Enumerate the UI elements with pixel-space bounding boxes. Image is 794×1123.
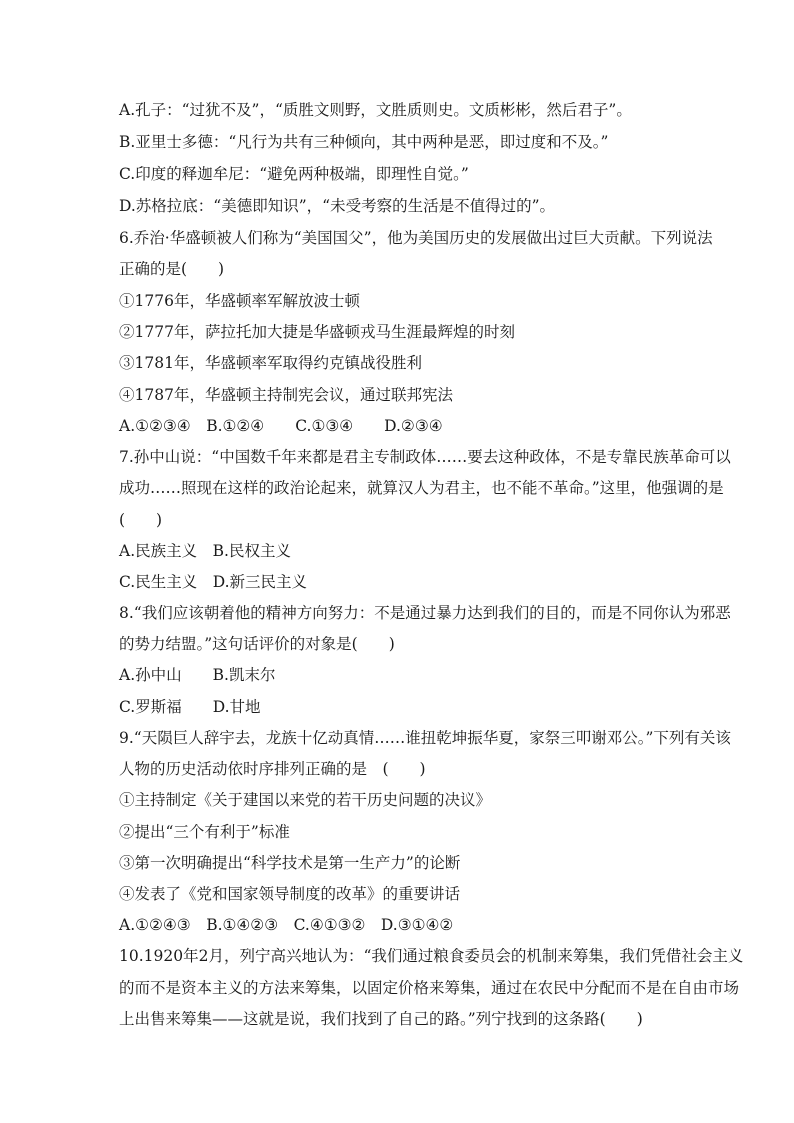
q8-options-line2: C.罗斯福 D.甘地 [119,698,261,716]
q7-options-line1: A.民族主义 B.民权主义 [119,542,291,560]
q7-stem-line1: 7.孙中山说：“中国数千年来都是君主专制政体……要去这种政体，不是专靠民族革命可以 [119,448,731,466]
q8-options-line1: A.孙中山 B.凯末尔 [119,666,276,684]
q9-item-4: ④发表了《党和国家领导制度的改革》的重要讲话 [119,885,461,903]
q9-item-2: ②提出“三个有利于”标准 [119,823,290,841]
q9-item-1: ①主持制定《关于建国以来党的若干历史问题的决议》 [119,791,492,809]
q6-item-2: ②1777年，萨拉托加大捷是华盛顿戎马生涯最辉煌的时刻 [119,323,515,341]
q6-stem-line1: 6.乔治·华盛顿被人们称为“美国国父”，他为美国历史的发展做出过巨大贡献。下列说法 [119,229,713,247]
q9-stem-line1: 9.“天陨巨人辞宇去，龙族十亿动真情……谁扭乾坤振华夏，家祭三叩谢邓公。”下列有关该 [119,729,731,747]
q10-stem-line1: 10.1920年2月，列宁高兴地认为：“我们通过粮食委员会的机制来筹集，我们凭借社会主义 [119,947,744,965]
q9-stem-line2: 人物的历史活动依时序排列正确的是 ( ) [119,760,426,778]
q10-stem-line2: 的而不是资本主义的方法来筹集，以固定价格来筹集，通过在农民中分配而不是在自由市场 [119,979,740,997]
q6-item-3: ③1781年，华盛顿率军取得约克镇战役胜利 [119,354,422,372]
q8-stem-line1: 8.“我们应该朝着他的精神方向努力：不是通过暴力达到我们的目的，而是不同你认为邪恶 [119,604,731,622]
q7-stem-line2: 成功……照现在这样的政治论起来，就算汉人为君主，也不能不革命。”这里，他强调的是 [119,479,724,497]
q9-options: A.①②④③ B.①④②③ C.④①③② D.③①④② [119,916,454,934]
q10-stem-line3: 上出售来筹集——这就是说，我们找到了自己的路。”列宁找到的这条路( ) [119,1010,643,1028]
q5-option-d: D.苏格拉底：“美德即知识”，“未受考察的生活是不值得过的”。 [119,197,555,215]
q6-stem-line2: 正确的是( ) [119,260,225,278]
q5-option-a: A.孔子：“过犹不及”，“质胜文则野，文胜质则史。文质彬彬，然后君子”。 [119,101,632,119]
q5-option-b: B.亚里士多德：“凡行为共有三种倾向，其中两种是恶，即过度和不及。” [119,133,609,151]
q5-option-c: C.印度的释迦牟尼：“避免两种极端，即理性自觉。” [119,165,469,183]
q6-item-1: ①1776年，华盛顿率军解放波士顿 [119,292,360,310]
q7-stem-line3: ( ) [119,511,163,529]
q9-item-3: ③第一次明确提出“科学技术是第一生产力”的论断 [119,854,461,872]
q6-item-4: ④1787年，华盛顿主持制宪会议，通过联邦宪法 [119,386,453,404]
q7-options-line2: C.民生主义 D.新三民主义 [119,573,308,591]
q8-stem-line2: 的势力结盟。”这句话评价的对象是( ) [119,635,395,653]
q6-options: A.①②③④ B.①②④ C.①③④ D.②③④ [119,417,443,435]
